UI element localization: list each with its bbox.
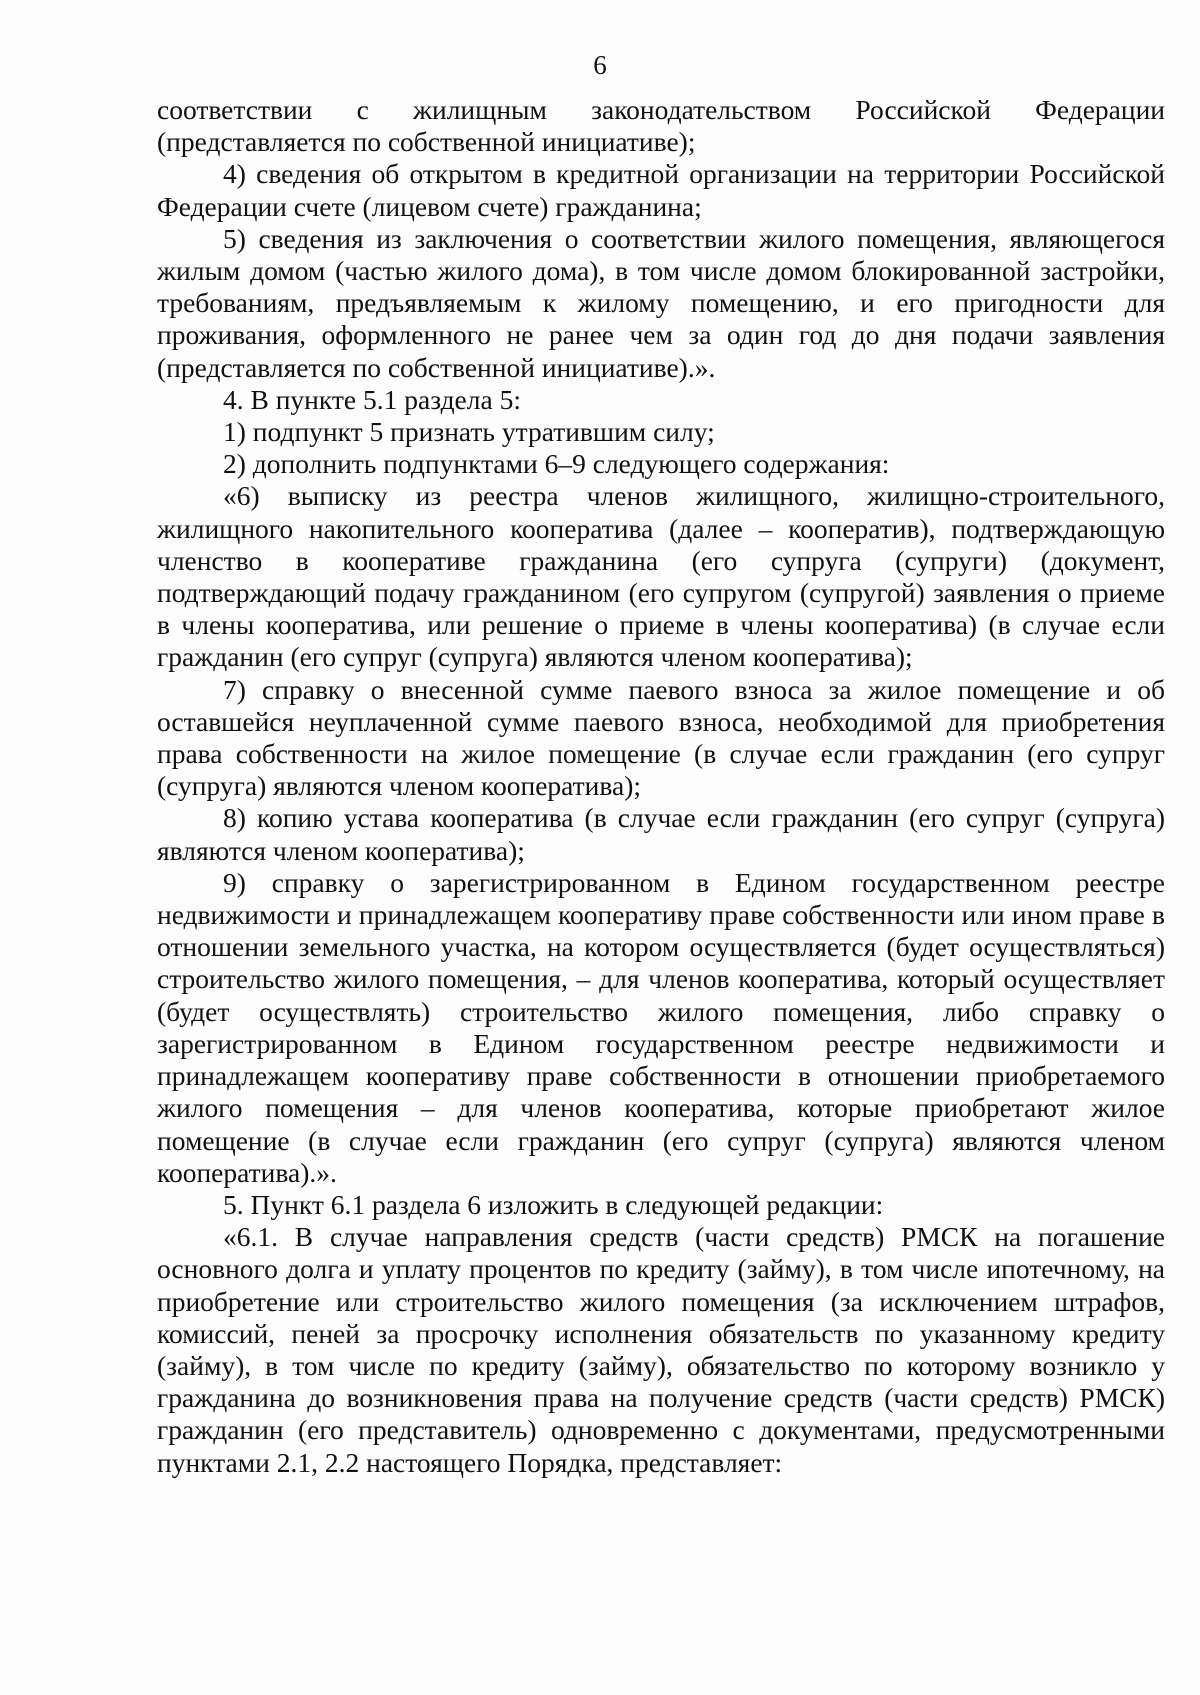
paragraph-subitem-2: 2) дополнить подпунктами 6–9 следующего содержания: xyxy=(223,448,890,480)
document-body xyxy=(157,94,1165,1479)
paragraph-subitem-9: 9) справку о зарегистрированном в Едином государственном реестре недвижимости и принадлежащем кооперативу праве собственности или ином праве в отношении земельного участка, на котором осуществляется (будет осуществляться) строительство жилого помещения, – для членов кооператива, который осуществляет (будет осуществлять) строительство жилого помещения, либо справку о зарегистрированном в Едином государственном реестре недвижимости и принадлежащем кооперативу праве собственности в отношении приобретаемого жилого помещения – для членов кооператива, которые приобретают жилое помещение (в случае если гражданин (его супруг (супруга) являются членом кооператива).». xyxy=(157,866,1165,1188)
paragraph-subitem-6: «6) выписку из реестра членов жилищного, жилищно-строительного, жилищного накопительного кооператива (далее – кооператив), подтверждающую членство в кооперативе гражданина (его супруга (супруги) (документ, подтверждающий подачу гражданином (его супругом (супругой) заявления о приеме в члены кооператива, или решение о приеме в члены кооператива) (в случае если гражданин (его супруг (супруга) являются членом кооператива); xyxy=(157,480,1165,673)
paragraph-section-5: 5. Пункт 6.1 раздела 6 изложить в следующей редакции: xyxy=(223,1188,884,1220)
paragraph-subitem-7: 7) справку о внесенной сумме паевого взноса за жилое помещение и об оставшейся неуплаченной сумме паевого взноса, необходимой для приобретения права собственности на жилое помещение (в случае если гражданин (его супруг (супруга) являются членом кооператива); xyxy=(157,673,1165,802)
paragraph-section-4: 4. В пункте 5.1 раздела 5: xyxy=(223,383,521,415)
paragraph-continuation: соответствии с жилищным законодательством Российской Федерации (представляется по собственной инициативе); xyxy=(157,94,1165,158)
paragraph-item-5: 5) сведения из заключения о соответствии жилого помещения, являющегося жилым домом (частью жилого дома), в том числе домом блокированной застройки, требованиям, предъявляемым к жилому помещению, и его пригодности для проживания, оформленного не ранее чем за один год до дня подачи заявления (представляется по собственной инициативе).». xyxy=(157,222,1165,383)
page-number: 6 xyxy=(593,50,607,80)
paragraph-clause-6-1: «6.1. В случае направления средств (части средств) РМСК на погашение основного долга и уплату процентов по кредиту (займу), в том числе ипотечному, на приобретение или строительство жилого помещения (за исключением штрафов, комиссий, пеней за просрочку исполнения обязательств по указанному кредиту (займу), в том числе по кредиту (займу), обязательство по которому возникло у гражданина до возникновения права на получение средств (части средств) РМСК) гражданин (его представитель) одновременно с документами, предусмотренными пунктами 2.1, 2.2 настоящего Порядка, представляет: xyxy=(157,1221,1165,1478)
paragraph-subitem-8: 8) копию устава кооператива (в случае если гражданин (его супруг (супруга) являются членом кооператива); xyxy=(157,802,1165,866)
paragraph-subitem-1: 1) подпункт 5 признать утратившим силу; xyxy=(223,416,715,448)
paragraph-item-4: 4) сведения об открытом в кредитной организации на территории Российской Федерации счете (лицевом счете) гражданина; xyxy=(157,158,1165,222)
